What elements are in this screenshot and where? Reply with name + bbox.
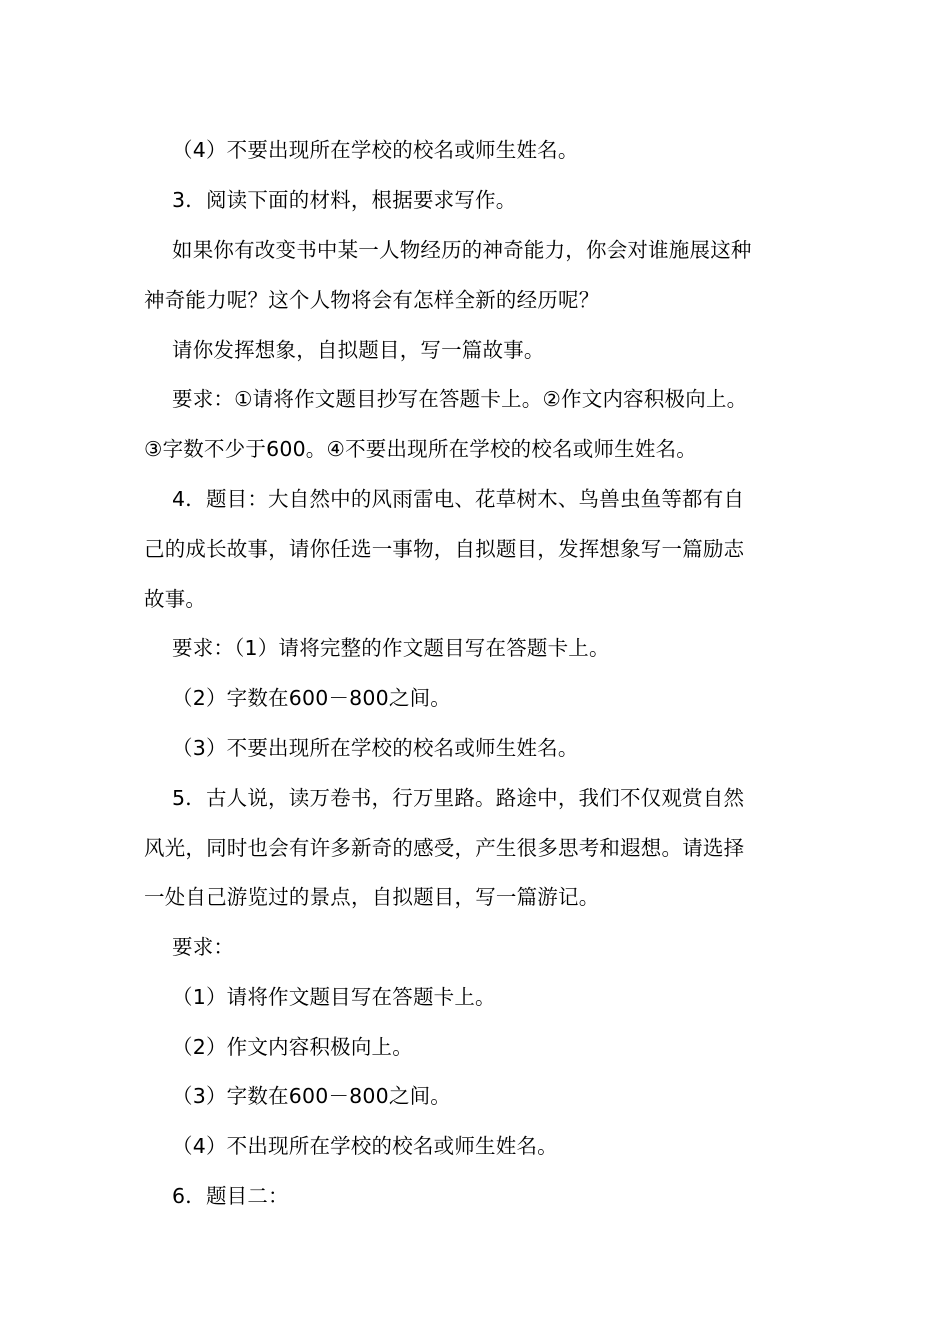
question-4-heading-line-1: 4．题目：大自然中的风雨雷电、花草树木、鸟兽虫鱼等都有自 bbox=[172, 487, 745, 511]
question-4-heading-line-3: 故事。 bbox=[144, 587, 207, 611]
question-5-heading-line-1: 5．古人说，读万卷书，行万里路。路途中，我们不仅观赏自然 bbox=[172, 786, 745, 810]
question-5-requirements-label: 要求： bbox=[172, 935, 235, 959]
question-5-heading-line-2: 风光，同时也会有许多新奇的感受，产生很多思考和遐想。请选择 bbox=[144, 836, 745, 860]
question-4-requirement-3: （3）不要出现所在学校的校名或师生姓名。 bbox=[172, 736, 579, 760]
question-4-requirement-1: 要求：（1）请将完整的作文题目写在答题卡上。 bbox=[172, 636, 610, 660]
question-5-heading-line-3: 一处自己游览过的景点，自拟题目，写一篇游记。 bbox=[144, 885, 600, 909]
question-5-requirement-1: （1）请将作文题目写在答题卡上。 bbox=[172, 985, 496, 1009]
requirement-4-no-names: （4）不要出现所在学校的校名或师生姓名。 bbox=[172, 138, 579, 162]
question-5-requirement-3: （3）字数在600－800之间。 bbox=[172, 1084, 451, 1108]
question-3-prompt-line-1: 如果你有改变书中某一人物经历的神奇能力，你会对谁施展这种 bbox=[172, 238, 752, 262]
question-4-requirement-2: （2）字数在600－800之间。 bbox=[172, 686, 451, 710]
question-3-requirements-line-2: ③字数不少于600。④不要出现所在学校的校名或师生姓名。 bbox=[144, 437, 697, 461]
question-6-heading: 6．题目二： bbox=[172, 1184, 289, 1208]
question-5-requirement-4: （4）不出现所在学校的校名或师生姓名。 bbox=[172, 1134, 558, 1158]
question-4-heading-line-2: 己的成长故事，请你任选一事物，自拟题目，发挥想象写一篇励志 bbox=[144, 537, 745, 561]
question-3-instruction: 请你发挥想象，自拟题目，写一篇故事。 bbox=[172, 338, 545, 362]
question-3-prompt-line-2: 神奇能力呢？这个人物将会有怎样全新的经历呢？ bbox=[144, 288, 600, 312]
question-3-requirements-line-1: 要求：①请将作文题目抄写在答题卡上。②作文内容积极向上。 bbox=[172, 387, 748, 411]
question-5-requirement-2: （2）作文内容积极向上。 bbox=[172, 1035, 413, 1059]
question-3-heading: 3．阅读下面的材料，根据要求写作。 bbox=[172, 188, 517, 212]
